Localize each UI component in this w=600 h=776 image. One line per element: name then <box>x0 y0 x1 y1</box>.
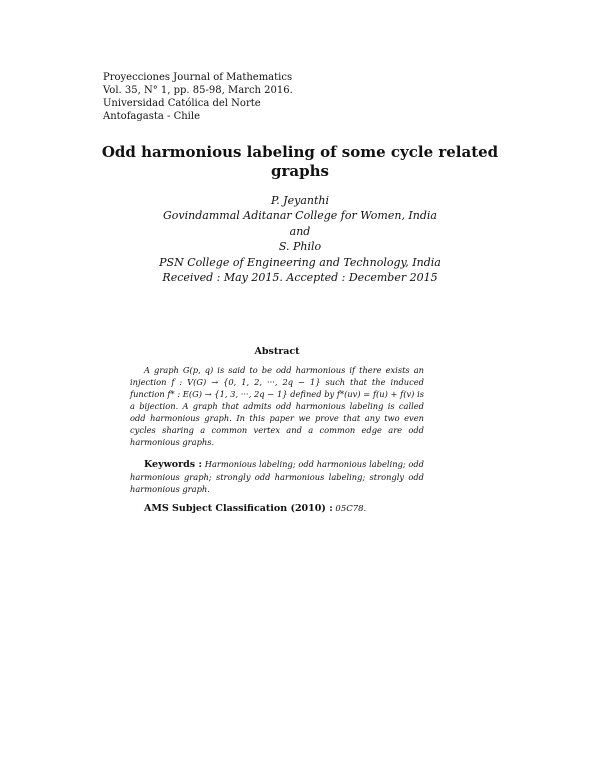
journal-info <box>103 71 293 123</box>
keywords-label: Keywords : <box>144 459 203 470</box>
keywords <box>130 458 424 495</box>
journal-line-location: Antofagasta - Chile <box>103 111 200 122</box>
journal-line-volume: Vol. 35, N° 1, pp. 85-98, March 2016. <box>103 85 293 96</box>
keywords-text: Harmonious labeling; odd harmonious labeling; odd harmonious graph; strongly odd harmonious labeling; strongly odd harmonious graph. <box>130 459 424 494</box>
author-2: S. Philo <box>278 240 322 254</box>
abstract-text: A graph G(p, q) is said to be odd harmonious if there exists an injection f : V(G) → {0, 1, 2, ···, 2q − 1} such that the induced function f* : E(G) → {1, 3, ···, 2q − 1} defined by f*(uv) = f(u) + f(v) is a bijection. A graph that admits odd harmonious labeling is called odd harmonious graph. In this paper we prove that any two even cycles sharing a common vertex and a common edge are odd harmonious graphs. <box>130 365 424 447</box>
received-dates: Received : May 2015. Accepted : December 2015 <box>162 271 438 285</box>
affiliation-1: Govindammal Aditanar College for Women, India <box>163 209 437 223</box>
author-block <box>100 193 500 285</box>
paper-title: Odd harmonious labeling of some cycle related graphs <box>101 143 499 180</box>
ams-code: 05C78. <box>335 504 367 514</box>
journal-line-university: Universidad Católica del Norte <box>103 98 261 109</box>
ams-classification <box>130 503 424 514</box>
abstract-heading: Abstract <box>254 346 300 357</box>
affiliation-2: PSN College of Engineering and Technology, India <box>159 255 441 269</box>
author-1: P. Jeyanthi <box>271 194 329 207</box>
journal-line-name: Proyecciones Journal of Mathematics <box>103 72 293 83</box>
author-separator: and <box>289 224 311 238</box>
ams-label: AMS Subject Classification (2010) : <box>144 503 333 514</box>
